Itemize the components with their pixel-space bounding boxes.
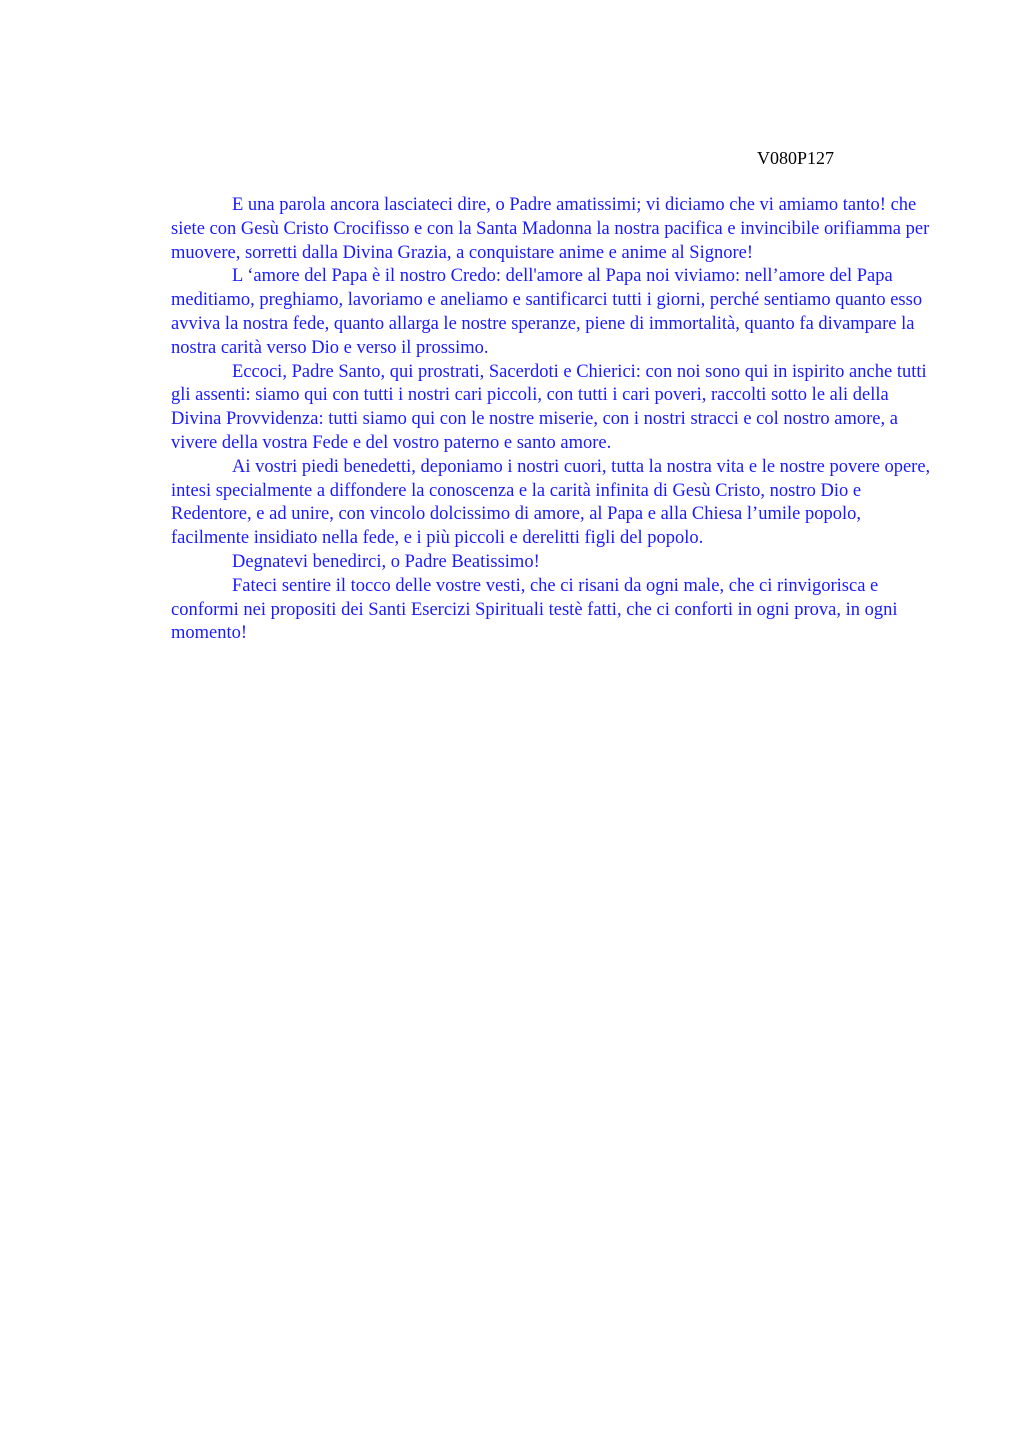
page-code: V080P127	[757, 148, 835, 168]
paragraph: Degnatevi benedirci, o Padre Beatissimo!	[232, 551, 540, 572]
paragraph: E una parola ancora lasciateci dire, o Padre amatissimi; vi diciamo che vi amiamo tanto! che siete con Gesù Cristo Crocifisso e con la Santa Madonna la nostra pacifica e invincibile orifiamma per muovere, sorretti dalla Divina Grazia, a conquistare anime e anime al Signore!	[171, 195, 930, 263]
paragraph: L ‘amore del Papa è il nostro Credo: dell'amore al Papa noi viviamo: nell’amore del Papa meditiamo, preghiamo, lavoriamo e aneliamo e santificarci tutti i giorni, perché sentiamo quanto esso avviva la nostra fede, quanto allarga le nostre speranze, piene di immortalità, quanto fa divampare la nostra carità verso Dio e verso il prossimo.	[171, 266, 923, 358]
document-body	[171, 194, 933, 646]
paragraph: Ai vostri piedi benedetti, deponiamo i nostri cuori, tutta la nostra vita e le nostre povere opere, intesi specialmente a diffondere la conoscenza e la carità infinita di Gesù Cristo, nostro Dio e Redentore, e ad unire, con vincolo dolcissimo di amore, al Papa e alla Chiesa l’umile popolo, facilmente insidiato nella fede, e i più piccoli e derelitti figli del popolo.	[171, 456, 931, 549]
paragraph: Eccoci, Padre Santo, qui prostrati, Sacerdoti e Chierici: con noi sono qui in ispirito anche tutti gli assenti: siamo qui con tutti i nostri cari piccoli, con tutti i cari poveri, raccolti sotto le ali della Divina Provvidenza: tutti siamo qui con le nostre miserie, con i nostri stracci e col nostro amore, a vivere della vostra Fede e del vostro paterno e santo amore.	[171, 361, 927, 453]
paragraph: Fateci sentire il tocco delle vostre vesti, che ci risani da ogni male, che ci rinvigorisca e conformi nei propositi dei Santi Esercizi Spirituali testè fatti, che ci conforti in ogni prova, in ogni momento!	[171, 575, 898, 644]
